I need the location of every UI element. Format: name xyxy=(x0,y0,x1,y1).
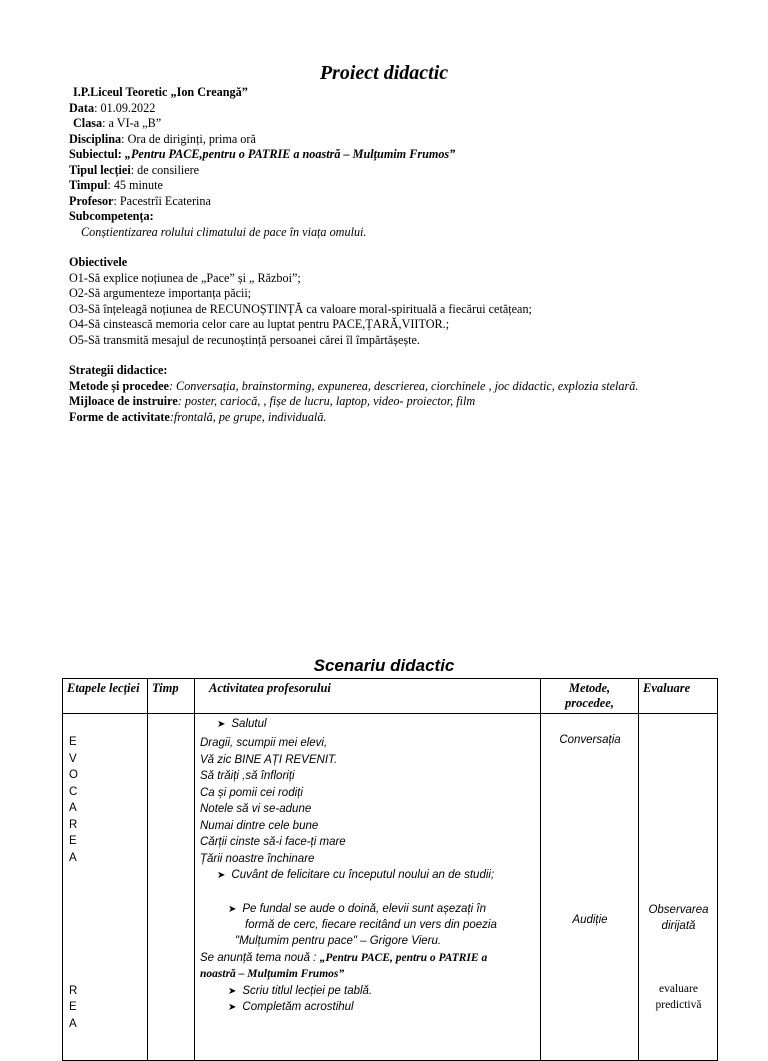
topic-announcement: Se anunță tema nouă : „Pentru PACE, pentru o PATRIE a xyxy=(200,952,488,964)
subcompetence-label: Subcompetența: xyxy=(69,209,154,223)
stage-letter: R xyxy=(69,819,78,831)
objective-item: O5-Să transmită mesajul de recunoștință persoanei cărei îl împărtășește. xyxy=(69,332,420,347)
objective-item: O2-Să argumenteze importanța păcii; xyxy=(69,286,252,300)
means-line: Mijloace de instruire: poster, cariocă, , fișe de lucru, laptop, video- proiector, film xyxy=(69,394,476,408)
arrow-bullet-icon: ➤ xyxy=(217,719,226,730)
header-time: Timp xyxy=(148,679,195,714)
evaluation-item: Observarea xyxy=(648,904,709,916)
stage-letter: A xyxy=(69,1018,77,1030)
header-stage: Etapele lecției xyxy=(63,679,148,714)
evaluation-item: predictivă xyxy=(655,999,702,1011)
method-item: Conversația xyxy=(559,734,621,746)
subcompetence-text: Conștientizarea rolului climatului de pace în viața omului. xyxy=(81,224,367,239)
methods-cell xyxy=(541,714,638,1060)
field-lesson-type: Tipul lecției: de consiliere xyxy=(69,162,200,177)
list-item-continued: "Mulțumim pentru pace" – Grigore Vieru. xyxy=(235,935,442,947)
list-item: ➤ Cuvânt de felicitare cu începutul noului an de studii; xyxy=(217,869,495,881)
poem-line: Cărții cinste să-i face-ți mare xyxy=(200,836,346,848)
stage-letter: E xyxy=(69,736,77,748)
stage-letter: A xyxy=(69,802,77,814)
poem-line: Numai dintre cele bune xyxy=(200,820,319,832)
activity-cell xyxy=(195,714,540,1060)
school-name: I.P.Liceul Teoretic „Ion Creangă” xyxy=(73,85,248,99)
header-activity: Activitatea profesorului xyxy=(195,679,541,714)
field-discipline: Disciplina: Ora de diriginți, prima oră xyxy=(69,131,256,146)
field-date: Data: 01.09.2022 xyxy=(69,100,156,115)
stage-letter: V xyxy=(69,753,77,765)
time-cell xyxy=(148,714,194,1060)
method-item: Audiție xyxy=(572,914,608,926)
list-item: ➤ Pe fundal se aude o doină, elevii sunt așezați în xyxy=(228,903,486,915)
stage-letter: A xyxy=(69,852,77,864)
poem-line: Țării noastre închinare xyxy=(200,853,315,865)
poem-line: Ca și pomii cei rodiți xyxy=(200,787,303,799)
evaluation-cell xyxy=(639,714,717,1060)
strategies-label: Strategii didactice: xyxy=(69,363,168,377)
stage-letter: O xyxy=(69,769,78,781)
list-item: ➤ Salutul xyxy=(217,718,267,730)
stage-letter: C xyxy=(69,786,78,798)
arrow-bullet-icon: ➤ xyxy=(228,986,237,997)
arrow-bullet-icon: ➤ xyxy=(228,904,237,915)
evaluation-item: dirijată xyxy=(661,920,696,932)
methods-line: Metode și procedee: Conversația, brainstorming, expunerea, descrierea, ciorchinele , joc didactic, explozia stelară. xyxy=(69,378,639,393)
list-item: ➤ Completăm acrostihul xyxy=(228,1001,354,1013)
table-row xyxy=(63,714,718,1061)
objective-item: O4-Să cinstească memoria celor care au luptat pentru PACE,ȚARĂ,VIITOR.; xyxy=(69,317,450,331)
header-evaluation: Evaluare xyxy=(639,679,718,714)
objective-item: O3-Să înțeleagă noțiunea de RECUNOȘTINȚĂ ca valoare moral-spirituală a fiecărui cetățean; xyxy=(69,301,532,316)
arrow-bullet-icon: ➤ xyxy=(217,870,226,881)
lesson-metadata xyxy=(69,85,749,425)
field-teacher: Profesor: Pacestrîi Ecaterina xyxy=(69,193,211,208)
poem-line: Vă zic BINE AȚI REVENIT. xyxy=(200,754,338,766)
list-item-continued: formă de cerc, fiecare recitând un vers din poezia xyxy=(245,919,497,931)
stage-letter: R xyxy=(69,985,78,997)
stage-letter: E xyxy=(69,835,77,847)
poem-line: Notele să vi se-adune xyxy=(200,803,312,815)
field-class: Clasa: a VI-a „B” xyxy=(73,116,162,130)
objectives-label: Obiectivele xyxy=(69,255,128,269)
document-title: Proiect didactic xyxy=(319,62,449,84)
scenario-table xyxy=(62,678,718,1061)
topic-announcement: noastră – Mulțumim Frumos” xyxy=(200,968,345,980)
forms-line: Forme de activitate:frontală, pe grupe, individuală. xyxy=(69,409,327,424)
list-item: ➤ Scriu titlul lecției pe tablă. xyxy=(228,985,373,997)
field-subject: Subiectul: „Pentru PACE,pentru o PATRIE a noastră – Mulțumim Frumos” xyxy=(69,147,456,161)
header-methods: Metode, procedee, xyxy=(541,679,639,714)
stage-cell xyxy=(63,714,147,1060)
poem-line: Dragii, scumpii mei elevi, xyxy=(200,737,328,749)
stage-letter: E xyxy=(69,1001,77,1013)
evaluation-item: evaluare xyxy=(659,983,698,995)
objective-item: O1-Să explice noțiunea de „Pace” și „ Război”; xyxy=(69,270,301,285)
arrow-bullet-icon: ➤ xyxy=(228,1002,237,1013)
scenario-title: Scenariu didactic xyxy=(313,656,455,675)
poem-line: Să trăiți ,să înfloriți xyxy=(200,770,295,782)
field-time: Timpul: 45 minute xyxy=(69,178,163,192)
